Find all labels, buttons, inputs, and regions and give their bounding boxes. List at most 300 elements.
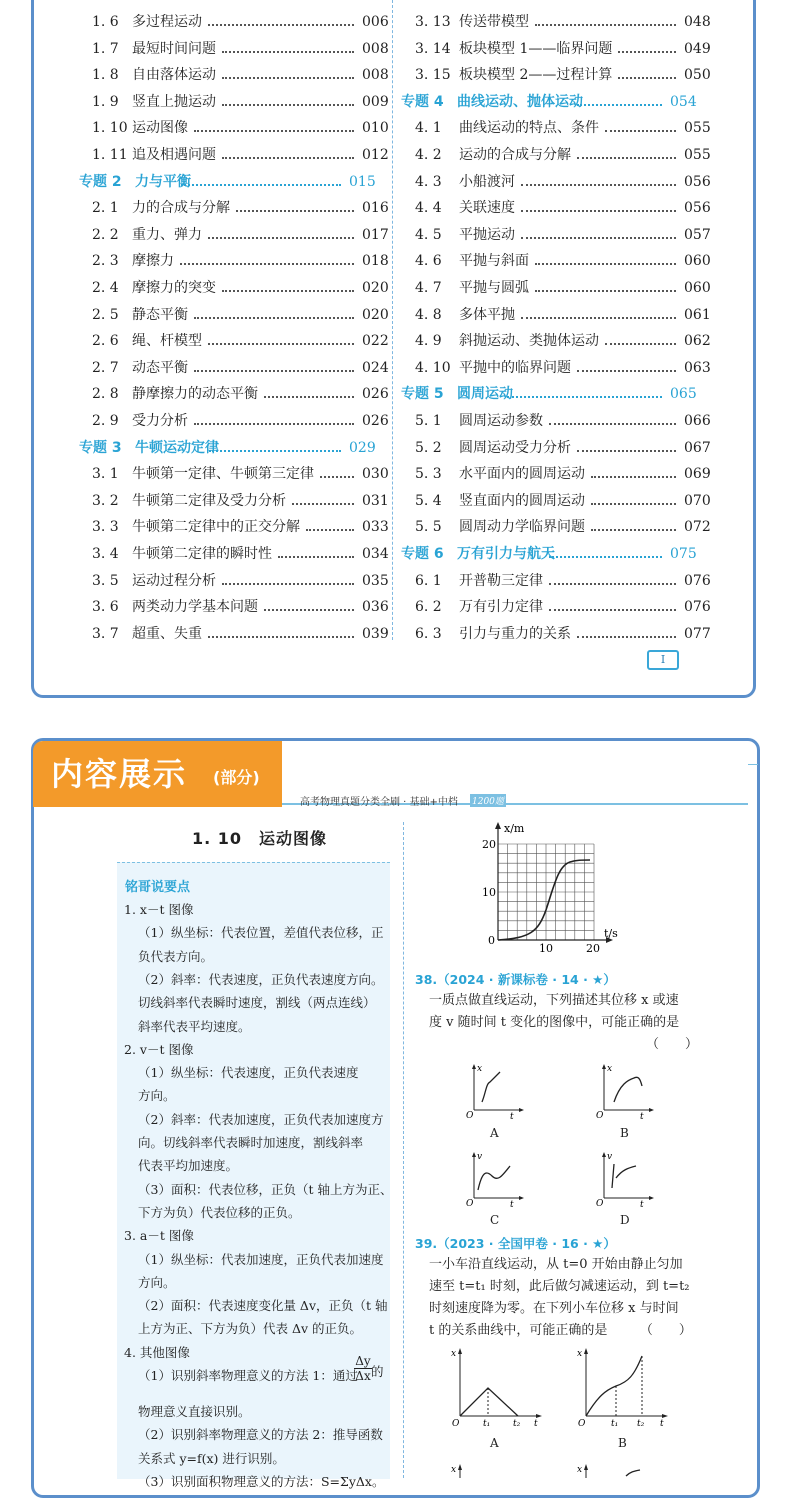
toc-row <box>415 569 714 593</box>
toc-number: 4. 9 <box>415 333 442 350</box>
toc-leader-dots <box>194 317 354 319</box>
toc-page-number: 062 <box>684 333 711 350</box>
toc-number: 4. 3 <box>415 173 442 190</box>
toc-leader-dots <box>306 529 354 531</box>
toc-leader-dots <box>521 184 676 186</box>
toc-title: 牛顿第二定律的瞬时性 <box>132 546 272 562</box>
toc-leader-dots <box>577 104 662 106</box>
toc-page-number: 056 <box>684 173 711 190</box>
ytick-0: 0 <box>488 934 495 947</box>
svg-text:x: x <box>451 1349 457 1359</box>
toc-row <box>415 37 714 61</box>
toc-leader-dots <box>618 51 676 53</box>
toc-leader-dots <box>535 263 676 265</box>
toc-title: 传送带模型 <box>459 14 529 30</box>
q39-line-3: 时刻速度降为零。在下列小车位移 x 与时间 <box>429 1301 679 1316</box>
toc-title: 最短时间问题 <box>132 40 216 57</box>
toc-row <box>415 116 714 140</box>
toc-page-number: 036 <box>362 599 389 616</box>
toc-row <box>415 223 714 247</box>
toc-number: 2. 2 <box>92 226 119 243</box>
toc-number: 3. 15 <box>415 67 451 84</box>
toc-number: 2. 6 <box>92 333 119 350</box>
toc-number: 5. 5 <box>415 519 442 536</box>
toc-title: 竖直面内的圆周运动 <box>459 492 585 509</box>
toc-row <box>92 116 392 140</box>
toc-page-number: 018 <box>362 253 389 270</box>
toc-row <box>415 595 714 619</box>
toc-leader-dots <box>208 636 354 638</box>
q38-option-d-label: D <box>620 1213 630 1227</box>
toc-page-number: 034 <box>362 546 389 562</box>
toc-title: 引力与重力的关系 <box>459 625 571 642</box>
keypoint-line: （1）识别斜率物理意义的方法 1：通过 <box>138 1368 358 1383</box>
toc-number: 5. 1 <box>415 413 442 429</box>
keypoint-line: 4. 其他图像 <box>124 1344 190 1360</box>
toc-leader-dots <box>577 636 676 638</box>
toc-number: 4. 5 <box>415 226 442 243</box>
toc-leader-dots <box>521 210 676 212</box>
q38-option-a-graph <box>462 1062 532 1120</box>
toc-title: 水平面内的圆周运动 <box>459 466 585 483</box>
toc-title: 牛顿第一定律、牛顿第三定律 <box>132 466 314 483</box>
keypoint-line: 代表平均加速度。 <box>138 1158 239 1174</box>
toc-leader-dots <box>208 237 354 239</box>
toc-title: 动态平衡 <box>132 359 188 376</box>
svg-text:t: t <box>534 1419 538 1428</box>
svg-text:x: x <box>607 1064 613 1074</box>
toc-page-number: 031 <box>362 492 389 509</box>
toc-title: 多过程运动 <box>132 14 202 30</box>
svg-text:t: t <box>660 1419 664 1428</box>
book-header-badge: 1200题 <box>470 794 506 807</box>
toc-page-number: 075 <box>670 546 697 562</box>
q39-heading: 39.（2023 · 全国甲卷 · 16 · ★） <box>415 1236 616 1251</box>
toc-row <box>415 329 714 353</box>
fraction-numerator: Δy <box>355 1354 371 1368</box>
fraction-suffix: 的 <box>371 1364 384 1379</box>
toc-row <box>415 356 714 380</box>
toc-row <box>92 37 392 61</box>
toc-row <box>92 10 392 34</box>
toc-row <box>92 303 392 327</box>
toc-leader-dots <box>591 503 676 505</box>
q38-option-b-graph <box>592 1062 662 1120</box>
showcase-banner <box>33 741 282 807</box>
svg-text:x: x <box>477 1064 483 1074</box>
toc-row <box>415 622 714 646</box>
q39-line-4: t 的关系曲线中，可能正确的是 （ ） <box>429 1323 692 1338</box>
q38-option-b-label: B <box>620 1126 629 1140</box>
keypoint-line: 2. v－t 图像 <box>124 1041 194 1057</box>
toc-number: 1. 6 <box>92 14 119 30</box>
toc-number: 1. 8 <box>92 67 119 84</box>
toc-number: 专题 4 <box>401 93 444 110</box>
toc-title: 板块模型 2——过程计算 <box>459 67 613 84</box>
q38-option-a-label: A <box>490 1126 499 1140</box>
q39-option-c-graph-partial <box>448 1462 548 1478</box>
toc-leader-dots <box>181 184 341 186</box>
toc-page-number: 020 <box>362 280 389 296</box>
toc-page-number: 077 <box>684 625 711 642</box>
toc-page-number: 055 <box>684 147 711 163</box>
toc-row <box>92 569 392 593</box>
toc-row <box>92 90 392 114</box>
toc-leader-dots <box>222 157 354 159</box>
toc-leader-dots <box>549 609 676 611</box>
svg-text:x: x <box>577 1349 583 1359</box>
showcase-column-divider <box>403 822 404 1478</box>
toc-leader-dots <box>507 396 662 398</box>
svg-text:O: O <box>452 1419 460 1428</box>
toc-title: 万有引力定律 <box>459 599 543 616</box>
toc-page-number: 072 <box>684 519 711 536</box>
toc-number: 3. 6 <box>92 599 119 616</box>
keypoint-line: 上方为正、下方为负）代表 Δv 的正负。 <box>138 1321 363 1337</box>
toc-row <box>92 409 392 433</box>
toc-title: 运动图像 <box>132 120 188 137</box>
toc-leader-dots <box>222 51 354 53</box>
toc-title: 力与平衡 <box>135 173 191 190</box>
q39-option-a-graph <box>448 1346 548 1428</box>
toc-page-number: 020 <box>362 306 389 323</box>
toc-page-number: 049 <box>684 40 711 57</box>
toc-number: 6. 3 <box>415 625 442 642</box>
toc-row <box>415 436 714 460</box>
toc-number: 5. 4 <box>415 492 442 509</box>
toc-leader-dots <box>264 609 354 611</box>
toc-row <box>92 196 392 220</box>
toc-leader-dots <box>591 476 676 478</box>
ytick-20: 20 <box>482 838 496 851</box>
toc-page-number: 056 <box>684 200 711 217</box>
toc-leader-dots <box>577 157 676 159</box>
toc-page-number: 012 <box>362 147 389 163</box>
keypoint-line: （2）斜率：代表加速度，正负代表加速度方 <box>138 1111 384 1127</box>
toc-page-number: 066 <box>684 413 711 429</box>
toc-title: 圆周运动参数 <box>459 413 543 429</box>
keypoint-line: （2）识别斜率物理意义的方法 2：推导函数 <box>138 1427 383 1443</box>
svg-text:O: O <box>466 1111 474 1120</box>
toc-row <box>92 595 392 619</box>
toc-number: 2. 9 <box>92 413 119 429</box>
toc-page-number: 029 <box>349 439 376 456</box>
banner-subtitle: (部分) <box>213 768 260 787</box>
toc-page-number: 048 <box>684 14 711 30</box>
toc-leader-dots <box>222 290 354 292</box>
banner-title: 内容展示 <box>51 755 188 793</box>
toc-number: 5. 2 <box>415 439 442 456</box>
toc-title: 摩擦力的突变 <box>132 280 216 296</box>
toc-leader-dots <box>591 529 676 531</box>
q39-line-2: 速至 t=t₁ 时刻，此后做匀减速运动，到 t=t₂ <box>429 1279 690 1294</box>
toc-page-number: 024 <box>362 359 389 376</box>
toc-leader-dots <box>549 556 662 558</box>
toc-title: 斜抛运动、类抛体运动 <box>459 333 599 350</box>
x-t-graph <box>470 820 630 960</box>
toc-column-divider <box>392 0 393 640</box>
q38-heading: 38.（2024 · 新课标卷 · 14 · ★） <box>415 972 616 987</box>
svg-text:t: t <box>510 1112 514 1120</box>
toc-page-number: 030 <box>362 466 389 483</box>
page-number-chip: I <box>647 650 679 670</box>
toc-row <box>92 63 392 87</box>
toc-number: 3. 14 <box>415 40 451 57</box>
toc-title: 绳、杆模型 <box>132 333 202 350</box>
keypoint-line: 下方为负）代表位移的正负。 <box>138 1204 301 1220</box>
q38-option-d-graph <box>592 1150 662 1208</box>
graph-ylabel: x/m <box>504 822 525 835</box>
toc-leader-dots <box>209 450 341 452</box>
toc-title: 曲线运动的特点、条件 <box>459 120 599 137</box>
keypoint-line: 物理意义直接识别。 <box>138 1404 251 1419</box>
toc-row <box>415 170 714 194</box>
toc-page-number: 061 <box>684 306 711 323</box>
toc-title: 平抛与圆弧 <box>459 280 529 296</box>
toc-row <box>92 515 392 539</box>
keypoint-line: （3）面积：代表位移，正负（t 轴上方为正、 <box>138 1181 393 1197</box>
toc-number: 4. 6 <box>415 253 442 270</box>
toc-row <box>92 223 392 247</box>
xtick-20: 20 <box>586 942 600 955</box>
svg-text:O: O <box>578 1419 586 1428</box>
toc-row <box>415 249 714 273</box>
toc-page-number: 008 <box>362 40 389 57</box>
keypoint-line: 关系式 y=f(x) 进行识别。 <box>138 1450 285 1466</box>
toc-leader-dots <box>577 370 676 372</box>
toc-title: 关联速度 <box>459 200 515 217</box>
toc-number: 4. 4 <box>415 200 442 217</box>
q39-option-b-graph <box>574 1346 674 1428</box>
toc-title: 曲线运动、抛体运动 <box>457 93 583 110</box>
toc-number: 专题 3 <box>79 439 122 456</box>
toc-number: 4. 7 <box>415 280 442 296</box>
ytick-10: 10 <box>482 886 496 899</box>
toc-number: 2. 5 <box>92 306 119 323</box>
toc-page-number: 054 <box>670 93 697 110</box>
toc-number: 4. 1 <box>415 120 442 137</box>
toc-leader-dots <box>222 77 354 79</box>
q39-option-a-label: A <box>490 1436 499 1450</box>
toc-title: 平抛与斜面 <box>459 253 529 270</box>
svg-text:x: x <box>451 1465 457 1475</box>
x-t-curve <box>498 860 590 940</box>
toc-row <box>415 409 714 433</box>
toc-number: 1. 7 <box>92 40 119 57</box>
svg-text:t: t <box>640 1112 644 1120</box>
toc-title: 牛顿运动定律 <box>135 439 219 456</box>
toc-title: 受力分析 <box>132 413 188 429</box>
svg-text:O: O <box>596 1111 604 1120</box>
q39-option-d-graph-partial <box>574 1462 674 1478</box>
toc-leader-dots <box>222 583 354 585</box>
svg-text:t₁: t₁ <box>611 1419 619 1428</box>
toc-row <box>92 329 392 353</box>
toc-number: 专题 5 <box>401 386 444 403</box>
keypoint-line: （2）斜率：代表速度，正负代表速度方向。 <box>138 971 384 987</box>
toc-leader-dots <box>278 556 354 558</box>
toc-row <box>415 143 714 167</box>
toc-title: 重力、弹力 <box>132 226 202 243</box>
toc-title: 静摩擦力的动态平衡 <box>132 386 258 403</box>
svg-text:t: t <box>640 1200 644 1208</box>
toc-leader-dots <box>208 24 354 26</box>
toc-page-number: 065 <box>670 386 697 403</box>
q38-option-c-label: C <box>490 1213 500 1227</box>
toc-number: 2. 1 <box>92 200 119 217</box>
toc-page-number: 033 <box>362 519 389 536</box>
toc-number: 1. 11 <box>92 147 128 163</box>
toc-page-number: 010 <box>362 120 389 137</box>
toc-title: 超重、失重 <box>132 625 202 642</box>
toc-row <box>415 303 714 327</box>
toc-leader-dots <box>180 263 354 265</box>
toc-leader-dots <box>208 343 354 345</box>
toc-leader-dots <box>535 290 676 292</box>
toc-page-number: 060 <box>684 253 711 270</box>
toc-title: 运动的合成与分解 <box>459 147 571 163</box>
toc-title: 开普勒三定律 <box>459 572 543 589</box>
toc-title: 圆周运动受力分析 <box>459 439 571 456</box>
toc-number: 3. 7 <box>92 625 119 642</box>
graph-grid <box>498 844 594 940</box>
toc-title: 平抛运动 <box>459 226 515 243</box>
book-header-text: 高考物理真题分类全刷 · 基础+中档 <box>300 797 458 808</box>
svg-text:x: x <box>577 1465 583 1475</box>
toc-leader-dots <box>535 24 676 26</box>
toc-row <box>92 462 392 486</box>
svg-text:t₂: t₂ <box>637 1419 645 1428</box>
q39-line-1: 一小车沿直线运动，从 t=0 开始由静止匀加 <box>429 1257 683 1272</box>
header-dash <box>748 764 758 765</box>
toc-number: 2. 4 <box>92 280 119 296</box>
toc-number: 2. 7 <box>92 359 119 376</box>
toc-topic-row <box>401 90 700 114</box>
toc-row <box>415 196 714 220</box>
toc-topic-row <box>79 170 379 194</box>
toc-number: 4. 10 <box>415 359 451 376</box>
q38-line-1: 一质点做直线运动，下列描述其位移 x 或速 <box>429 993 679 1008</box>
toc-number: 2. 8 <box>92 386 119 403</box>
keypoint-line: 向。切线斜率代表瞬时加速度，割线斜率 <box>138 1135 364 1150</box>
toc-leader-dots <box>549 583 676 585</box>
toc-title: 平抛中的临界问题 <box>459 359 571 376</box>
toc-number: 6. 1 <box>415 572 442 589</box>
q38-line-2: 度 v 随时间 t 变化的图像中，可能正确的是 <box>429 1015 680 1030</box>
svg-text:t₂: t₂ <box>513 1419 521 1428</box>
toc-leader-dots <box>194 130 354 132</box>
toc-leader-dots <box>292 503 354 505</box>
keypoint-line: 切线斜率代表瞬时速度，割线（两点连线） <box>138 995 376 1011</box>
toc-title: 小船渡河 <box>459 173 515 190</box>
toc-leader-dots <box>605 130 676 132</box>
toc-number: 3. 13 <box>415 14 451 30</box>
graph-xlabel: t/s <box>604 927 618 940</box>
toc-number: 1. 9 <box>92 93 119 110</box>
toc-leader-dots <box>521 317 676 319</box>
toc-row <box>92 622 392 646</box>
toc-page-number: 067 <box>684 439 711 456</box>
svg-text:v: v <box>477 1152 483 1162</box>
toc-title: 两类动力学基本问题 <box>132 599 258 616</box>
keypoint-line: 1. x－t 图像 <box>124 902 194 917</box>
toc-title: 牛顿第二定律及受力分析 <box>132 492 286 509</box>
keypoint-line: （3）识别面积物理意义的方法：S=ΣyΔx。 <box>138 1473 385 1489</box>
toc-number: 3. 3 <box>92 519 119 536</box>
toc-page-number: 076 <box>684 599 711 616</box>
toc-page-number: 022 <box>362 333 389 350</box>
toc-title: 牛顿第二定律中的正交分解 <box>132 519 300 536</box>
toc-row <box>415 515 714 539</box>
toc-title: 竖直上抛运动 <box>132 93 216 110</box>
keypoint-line: 负代表方向。 <box>138 948 214 964</box>
toc-title: 追及相遇问题 <box>132 147 216 163</box>
svg-text:O: O <box>466 1199 474 1208</box>
toc-topic-row <box>401 542 700 566</box>
keypoint-line: 方向。 <box>138 1088 176 1104</box>
toc-row <box>92 489 392 513</box>
keypoint-line: 方向。 <box>138 1274 176 1290</box>
keypoint-line: 斜率代表平均速度。 <box>138 1018 251 1034</box>
xtick-10: 10 <box>539 942 553 955</box>
toc-number: 4. 2 <box>415 147 442 163</box>
toc-page-number: 008 <box>362 67 389 84</box>
svg-text:O: O <box>596 1199 604 1208</box>
toc-leader-dots <box>194 423 354 425</box>
q38-answer-bracket: （ ） <box>646 1037 699 1052</box>
toc-page-number: 006 <box>362 14 389 30</box>
fraction-denominator: Δx <box>355 1369 371 1383</box>
q39-option-b-label: B <box>618 1436 627 1450</box>
toc-title: 运动过程分析 <box>132 572 216 589</box>
svg-text:t: t <box>510 1200 514 1208</box>
toc-leader-dots <box>264 396 354 398</box>
toc-row <box>415 63 714 87</box>
toc-leader-dots <box>577 450 676 452</box>
toc-number: 6. 2 <box>415 599 442 616</box>
keypoint-line: （2）面积：代表速度变化量 Δv，正负（t 轴 <box>138 1298 388 1314</box>
toc-title: 圆周动力学临界问题 <box>459 519 585 536</box>
toc-row <box>415 462 714 486</box>
toc-title: 力的合成与分解 <box>132 200 230 217</box>
toc-row <box>415 489 714 513</box>
toc-row <box>415 10 714 34</box>
toc-row <box>92 382 392 406</box>
toc-page-number: 060 <box>684 280 711 296</box>
toc-row <box>92 356 392 380</box>
toc-number: 5. 3 <box>415 466 442 483</box>
toc-page-number: 070 <box>684 492 711 509</box>
toc-page-number: 050 <box>684 67 711 84</box>
toc-page-number: 015 <box>349 173 376 190</box>
toc-number: 1. 10 <box>92 120 128 137</box>
toc-page-number: 017 <box>362 226 389 243</box>
toc-leader-dots <box>605 343 676 345</box>
toc-number: 2. 3 <box>92 253 119 270</box>
keypoint-line: （1）纵坐标：代表速度，正负代表速度 <box>138 1065 359 1081</box>
toc-page-number: 069 <box>684 466 711 483</box>
toc-leader-dots <box>521 237 676 239</box>
keypoint-line: 3. a－t 图像 <box>124 1228 194 1244</box>
toc-page-number: 055 <box>684 120 711 137</box>
keypoint-line: （1）纵坐标：代表加速度，正负代表加速度 <box>138 1251 384 1267</box>
toc-page-number: 039 <box>362 625 389 642</box>
toc-row <box>92 542 392 566</box>
toc-page-number: 009 <box>362 93 389 110</box>
toc-leader-dots <box>618 77 676 79</box>
toc-number: 专题 2 <box>79 173 122 190</box>
toc-row <box>92 143 392 167</box>
